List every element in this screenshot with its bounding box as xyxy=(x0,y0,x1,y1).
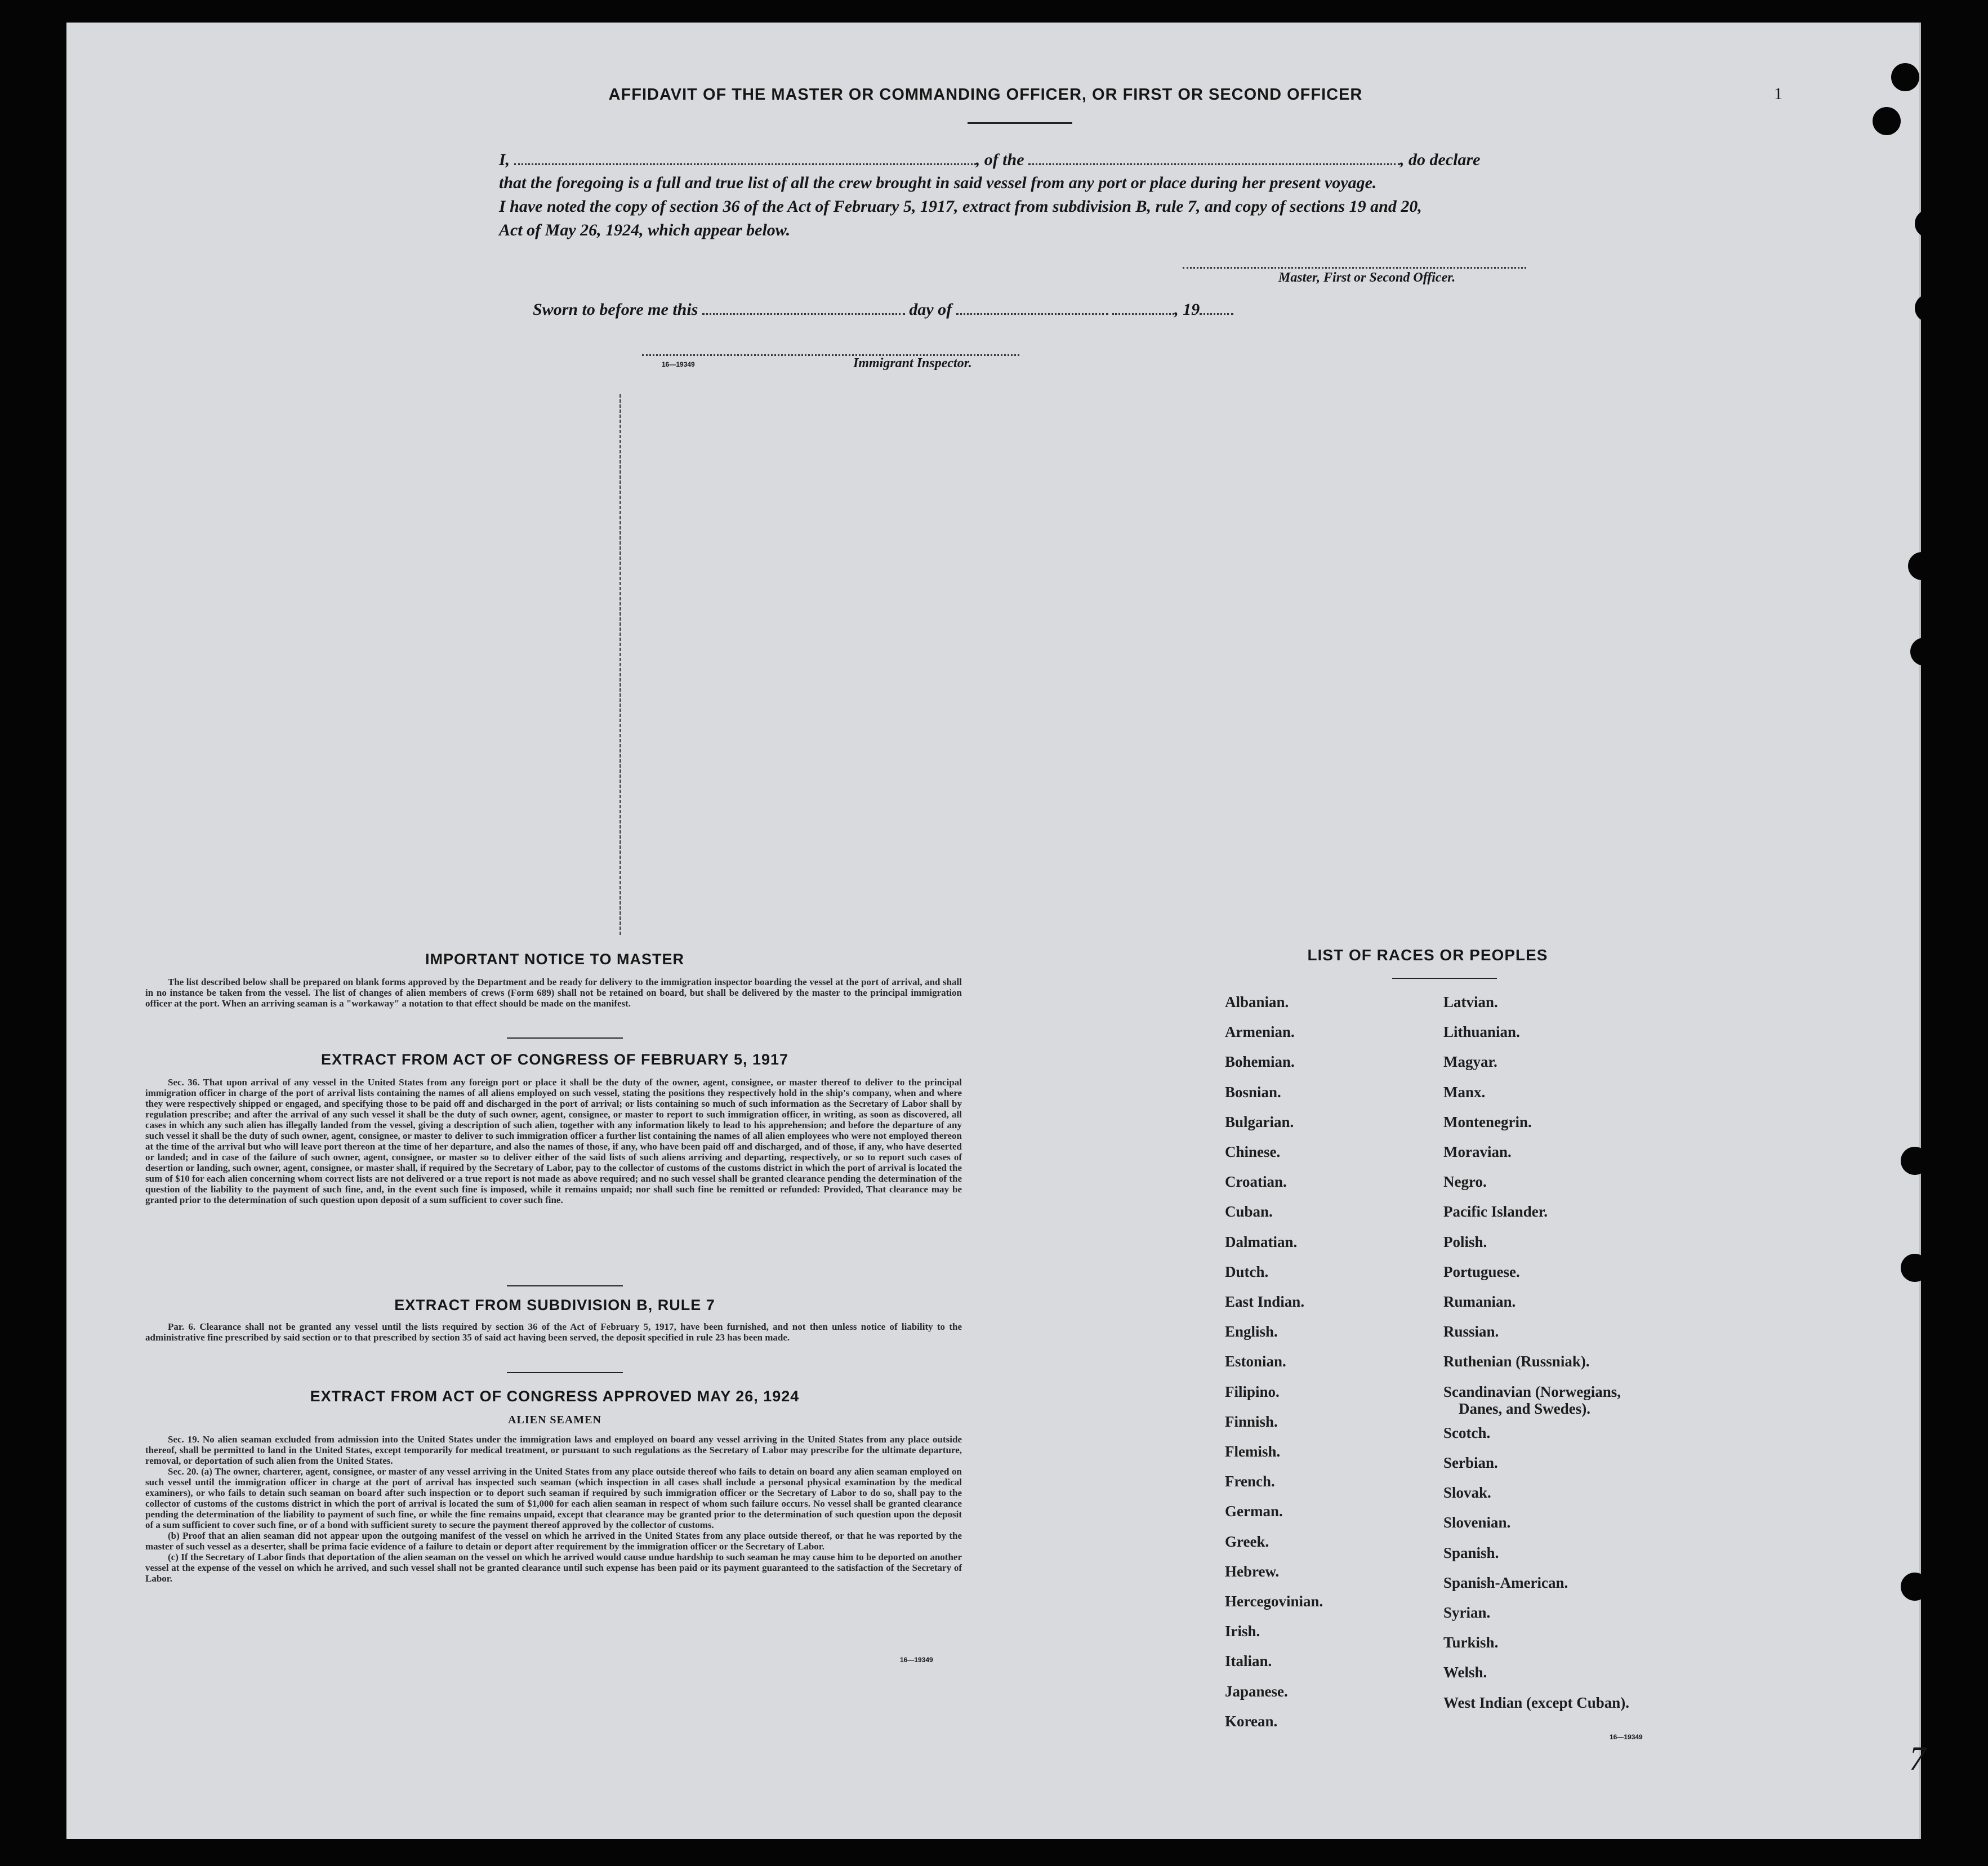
race-item: Slovenian. xyxy=(1443,1514,1511,1531)
section-rule xyxy=(507,1037,623,1039)
extract-1917-title: EXTRACT FROM ACT OF CONGRESS OF FEBRUARY 5, 1917 xyxy=(320,1051,789,1068)
punch-hole xyxy=(1901,1573,1929,1601)
sworn-month-field[interactable] xyxy=(956,297,1108,315)
section-20b-text: (b) Proof that an alien seaman did not appear upon the outgoing manifest of the vessel on which he arrived in the United States from any place outside thereof, or that he was reported by the master of such vessel as a deserter, shall be prima facie evidence of a failure to detain or deport after requirement by the immigration officer or the Secretary of Labor. xyxy=(145,1530,962,1552)
affidavit-line-3: I have noted the copy of section 36 of the Act of February 5, 1917, extract from subdivision B, rule 7, and copy of sections 19 and 20, xyxy=(499,197,1422,216)
race-item: Rumanian. xyxy=(1443,1293,1516,1310)
section-rule xyxy=(507,1285,623,1286)
sworn-label: Sworn to before me this xyxy=(533,300,698,319)
race-item: Finnish. xyxy=(1225,1413,1278,1430)
race-item: Serbian. xyxy=(1443,1454,1498,1471)
sworn-line xyxy=(533,297,1233,322)
race-item: Japanese. xyxy=(1225,1682,1288,1700)
fold-ticks xyxy=(619,394,621,935)
race-item: Lithuanian. xyxy=(1443,1023,1520,1041)
race-item: Scotch. xyxy=(1443,1424,1491,1441)
affidavit-title: AFFIDAVIT OF THE MASTER OR COMMANDING OFFICER, OR FIRST OR SECOND OFFICER xyxy=(608,86,1363,104)
title-rule xyxy=(968,122,1072,124)
race-item: Montenegrin. xyxy=(1443,1113,1532,1130)
race-item: Negro. xyxy=(1443,1173,1487,1191)
race-item: West Indian (except Cuban). xyxy=(1443,1694,1630,1711)
punch-hole xyxy=(1901,1147,1929,1175)
race-item: Armenian. xyxy=(1225,1023,1295,1041)
master-signature-line[interactable] xyxy=(1183,265,1526,269)
corner-mark: 1 xyxy=(1774,84,1782,103)
races-title: LIST OF RACES OR PEOPLES xyxy=(1307,946,1548,964)
punch-hole xyxy=(1873,107,1901,135)
notice-title: IMPORTANT NOTICE TO MASTER xyxy=(425,951,684,968)
day-of-label: day of xyxy=(909,300,952,319)
race-item: German. xyxy=(1225,1503,1283,1520)
race-item: Bosnian. xyxy=(1225,1083,1281,1101)
race-item: Croatian. xyxy=(1225,1173,1287,1191)
race-item: Polish. xyxy=(1443,1233,1487,1250)
section-36-text: Sec. 36. That upon arrival of any vessel in the United States from any foreign port or place it shall be the duty of the owner, agent, consignee, or master thereof to deliver to the principal immigration officer in charge of the port of arrival lists containing the names of all aliens employed on such vessel, stating the positions they respectively hold in the ship's company, when and where they were respectively shipped or engaged, and specifying those to be paid off and discharged in the port of arrival; or lists containing so much of such information as the Secretary of Labor shall by regulation prescribe; and after the arrival of any such vessel it shall be the duty of such owner, agent, consignee, or master to report to such immigration officer, in writing, as soon as discovered, all cases in which any such alien has illegally landed from the vessel, giving a description of such alien, together with any information likely to lead to his apprehension; and before the departure of any such vessel it shall be the duty of such owner, agent, consignee, or master to deliver to such immigration officer a further list containing the names of all alien employees who were not employed thereon at the time of the arrival but who will leave port thereon at the time of her departure, and also the names of those, if any, who have been paid off and discharged, and of those, if any, who have deserted or landed; and in case of the failure of such owner, agent, consignee, or master so to deliver either of the said lists of such aliens arriving and departing, respectively, or so to report such cases of desertion or landing, such owner, agent, consignee, or master shall, if required by the Secretary of Labor, pay to the collector of customs of the customs district in which the port of arrival is located the sum of $10 for each alien concerning whom correct lists are not delivered or a true report is not made as above required; and no such vessel shall be granted clearance pending the determination of the question of the liability to the payment of such fine, and, in the event such fine is imposed, while it remains unpaid; nor shall such fine be remitted or refunded: Provided, That clearance may be granted prior to the determination of such question upon deposit of a sum sufficient to cover such fine. xyxy=(145,1077,962,1205)
affidavit-line-2: that the foregoing is a full and true list of all the crew brought in said vessel from any port or place during her present voyage. xyxy=(499,173,1377,192)
race-item: Bohemian. xyxy=(1225,1053,1295,1071)
race-item: Spanish. xyxy=(1443,1544,1499,1561)
of-the-label: , of the xyxy=(975,150,1024,169)
affidavit-line-4: Act of May 26, 1924, which appear below. xyxy=(499,221,791,239)
punch-hole xyxy=(1908,552,1936,580)
rule7-title: EXTRACT FROM SUBDIVISION B, RULE 7 xyxy=(394,1297,715,1313)
race-item: Pacific Islander. xyxy=(1443,1203,1548,1221)
year-label: , 19 xyxy=(1174,300,1200,319)
race-item: Portuguese. xyxy=(1443,1263,1520,1280)
vessel-name-field[interactable] xyxy=(1028,148,1400,165)
race-item: Hercegovinian. xyxy=(1225,1593,1323,1610)
declarant-name-field[interactable] xyxy=(514,148,976,165)
race-item: Cuban. xyxy=(1225,1203,1273,1221)
race-item: Italian. xyxy=(1225,1653,1272,1670)
race-item: Moravian. xyxy=(1443,1143,1512,1160)
race-item: Latvian. xyxy=(1443,994,1498,1010)
race-item: Flemish. xyxy=(1225,1443,1281,1460)
race-item: Irish. xyxy=(1225,1623,1260,1640)
page-number: 7 xyxy=(1909,1740,1926,1777)
punch-hole xyxy=(1891,63,1919,91)
punch-hole xyxy=(1915,210,1943,238)
form-number: 16—19349 xyxy=(662,360,695,368)
race-item: Slovak. xyxy=(1443,1484,1491,1502)
race-item: Ruthenian (Russniak). xyxy=(1443,1353,1590,1370)
notice-body xyxy=(145,977,962,1009)
extract-1917-body xyxy=(145,1077,962,1205)
par-6-text: Par. 6. Clearance shall not be granted any vessel until the lists required by section 36 of the Act of February 5, 1917, have been furnished, and not then unless notice of liability to the administrative fine prescribed by said section or to that prescribed by section 35 of said act having been served, the deposit specified in rule 23 has been made. xyxy=(145,1321,962,1343)
affidavit-declaration xyxy=(499,148,1558,172)
form-number: 16—19349 xyxy=(1610,1733,1643,1741)
race-item: Dutch. xyxy=(1225,1263,1269,1280)
section-19-text: Sec. 19. No alien seaman excluded from admission into the United States under the immigration laws and employed on board any vessel arriving in the United States from any place outside thereof, shall be permitted to land in the United States, except temporarily for medical treatment, or pursuant to such regulations as the Secretary of Labor may prescribe for the ultimate departure, removal, or deportation of such alien from the United States. xyxy=(145,1434,962,1466)
sworn-day-field[interactable] xyxy=(702,297,905,315)
race-item: Estonian. xyxy=(1225,1353,1286,1370)
inspector-label: Immigrant Inspector. xyxy=(853,356,972,371)
race-item: Turkish. xyxy=(1443,1634,1499,1651)
race-item: Greek. xyxy=(1225,1533,1269,1550)
alien-seamen-subtitle: ALIEN SEAMEN xyxy=(508,1414,601,1426)
race-item: East Indian. xyxy=(1225,1293,1305,1310)
race-item: Albanian. xyxy=(1225,994,1289,1010)
race-item: Spanish-American. xyxy=(1443,1574,1568,1591)
race-item: Filipino. xyxy=(1225,1383,1280,1400)
race-item: Hebrew. xyxy=(1225,1562,1280,1580)
race-item: English. xyxy=(1225,1323,1278,1341)
race-item: Chinese. xyxy=(1225,1143,1281,1160)
extract-1924-body xyxy=(145,1434,962,1584)
do-declare-label: , do declare xyxy=(1400,150,1481,169)
punch-hole xyxy=(1915,294,1943,322)
race-item: Russian. xyxy=(1443,1323,1499,1341)
punch-hole xyxy=(1910,638,1938,666)
race-item: Scandinavian (Norwegians, Danes, and Swedes). xyxy=(1443,1383,1621,1417)
race-item: French. xyxy=(1225,1473,1275,1490)
race-item: Syrian. xyxy=(1443,1604,1491,1621)
extract-1924-title: EXTRACT FROM ACT OF CONGRESS APPROVED MAY 26, 1924 xyxy=(310,1388,800,1405)
punch-hole xyxy=(1901,1254,1929,1282)
race-item: Dalmatian. xyxy=(1225,1233,1298,1250)
inspector-signature-line[interactable] xyxy=(642,352,1019,356)
race-item: Welsh. xyxy=(1443,1664,1487,1681)
section-20a-text: Sec. 20. (a) The owner, charterer, agent, consignee, or master of any vessel arriving in the United States from any place outside thereof who fails to detain on board any alien seaman employed on such vessel until the immigration officer in charge at the port of arrival has inspected such seaman (which inspection in all cases shall include a personal physical examination by the medical examiners), or who fails to detain such seaman on board after such inspection or to deport such seaman if required by such immigration officer or the Secretary of Labor to do so, shall pay to the collector of customs of the customs district in which the port of arrival is located the sum of $1,000 for each alien seaman in respect of whom such failure occurs. No vessel shall be granted clearance pending the determination of the liability to payment of such fine, or while the fine remains unpaid, except that clearance may be granted prior to the determination of such question upon the deposit of a sum sufficient to cover such fine, or of a bond with sufficient surety to secure the payment thereof approved by the collector of customs. xyxy=(145,1466,962,1530)
section-rule xyxy=(507,1372,623,1373)
notice-text: The list described below shall be prepared on blank forms approved by the Department and be ready for delivery to the immigration inspector boarding the vessel at the port of arrival, and shall in no instance be taken from the vessel. The list of changes of alien members of crews (Form 689) shall not be retained on board, but shall be delivered by the master to the principal immigration officer at the port. When an arriving seaman is a "workaway" a notation to that effect should be made on the manifest. xyxy=(145,977,962,1009)
form-number: 16—19349 xyxy=(900,1656,933,1664)
race-item: Bulgarian. xyxy=(1225,1113,1294,1130)
year-field[interactable] xyxy=(1200,297,1233,315)
i-label: I, xyxy=(499,150,510,169)
master-label: Master, First or Second Officer. xyxy=(1278,270,1456,285)
races-title-rule xyxy=(1392,978,1497,979)
sworn-month-field-2[interactable] xyxy=(1112,297,1174,315)
race-item: Magyar. xyxy=(1443,1053,1497,1071)
race-item: Korean. xyxy=(1225,1712,1278,1730)
rule7-body xyxy=(145,1321,962,1343)
race-item: Manx. xyxy=(1443,1083,1486,1101)
section-20c-text: (c) If the Secretary of Labor finds that deportation of the alien seaman on the vessel on which he arrived would cause undue hardship to such seaman he may cause him to be deported on another vessel at the expense of the vessel on which he arrived, and such vessel shall not be granted clearance until such expense has been paid or its payment guaranteed to the satisfaction of the Secretary of Labor. xyxy=(145,1552,962,1584)
